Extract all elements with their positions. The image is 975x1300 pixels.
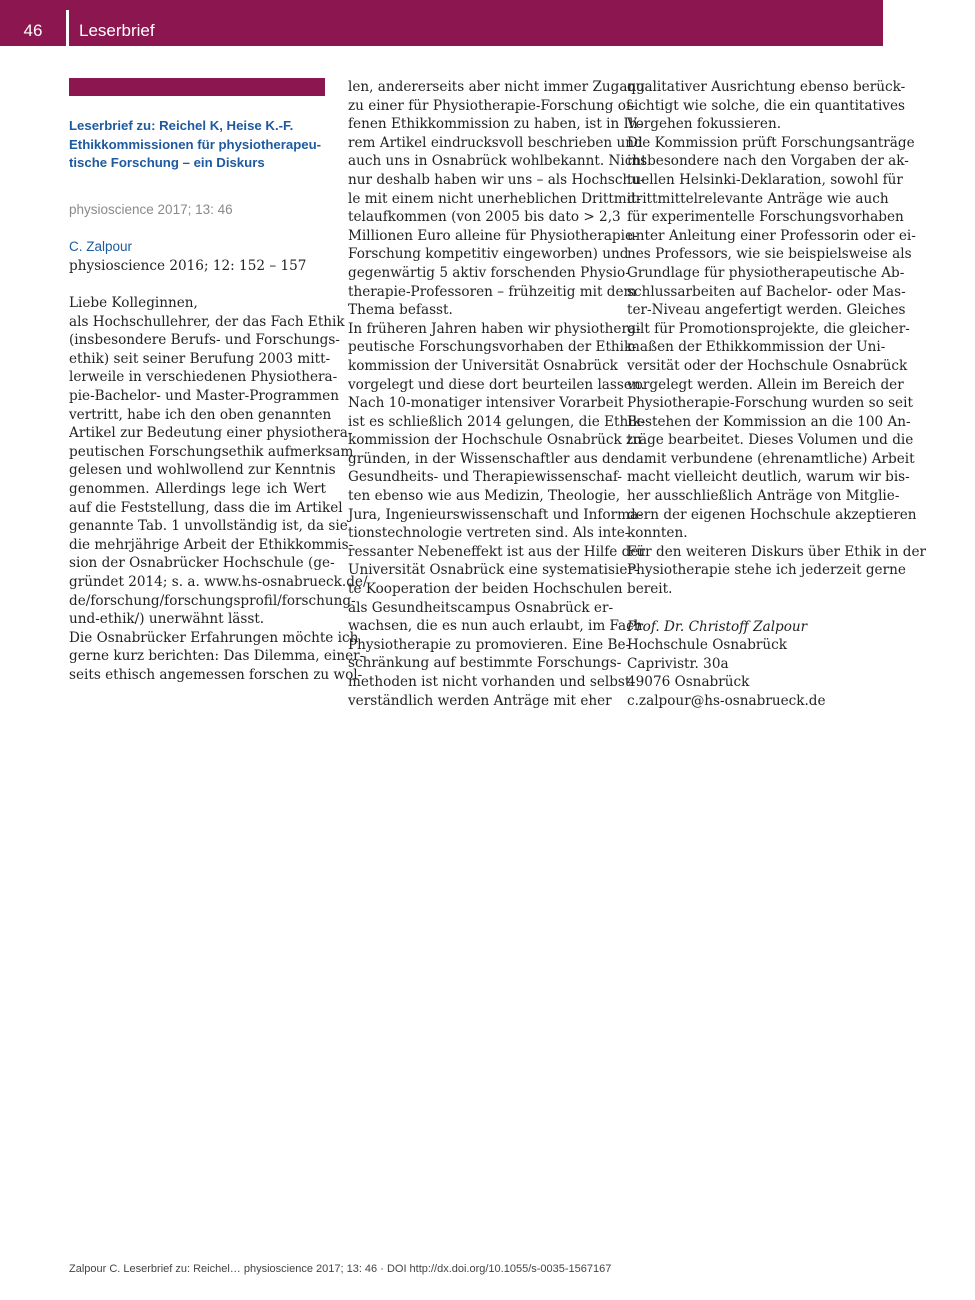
- text-line: In früheren Jahren haben wir physiothera-: [348, 320, 641, 337]
- signature-street: Caprivistr. 30a: [627, 655, 729, 672]
- text-line: gerne kurz berichten: Das Dilemma, einer-: [69, 648, 365, 665]
- text-line: vorgelegt und diese dort beurteilen lassen.: [348, 376, 645, 393]
- signature-city: 49076 Osnabrück: [627, 674, 750, 691]
- text-line: drittmittelrelevante Anträge wie auch: [627, 190, 889, 207]
- page-number: 46: [23, 21, 43, 40]
- text-line: sion der Osnabrücker Hochschule (ge-: [69, 555, 335, 572]
- text-line: (insbesondere Berufs- und Forschungs-: [69, 332, 340, 349]
- text-line: de/forschung/forschungsprofil/forschung-: [69, 592, 356, 609]
- original-citation: physioscience 2016; 12: 152 – 157: [69, 257, 307, 274]
- text-line: sichtigt wie solche, die ein quantitatives: [627, 97, 905, 114]
- text-line: rem Artikel eindrucksvoll beschrieben und: [348, 134, 643, 151]
- text-line: Forschung kompetitiv eingeworben) und: [348, 246, 629, 263]
- text-line: kommission der Universität Osnabrück: [348, 357, 618, 374]
- text-line: vorgelegt werden. Allein im Bereich der: [627, 376, 904, 393]
- paragraph: [627, 78, 906, 134]
- text-line: insbesondere nach den Vorgaben der ak-: [627, 153, 909, 170]
- text-line: auf die Feststellung, dass die im Artikel: [69, 499, 343, 516]
- text-line: gegenwärtig 5 aktiv forschenden Physio-: [348, 264, 630, 281]
- text-line: qualitativer Ausrichtung ebenso berück-: [627, 79, 906, 95]
- text-line: Gesundheits- und Therapiewissenschaf-: [348, 469, 623, 486]
- paragraph: [348, 78, 647, 320]
- text-line: nur deshalb haben wir uns – als Hochschu-: [348, 171, 645, 188]
- text-line: tionstechnologie vertreten sind. Als inte-: [348, 525, 630, 542]
- text-line: genommen. Allerdings lege ich Wert: [69, 481, 326, 498]
- text-line: len, andererseits aber nicht immer Zugang: [348, 79, 645, 95]
- text-line: Jura, Ingenieurswissenschaft und Informa-: [348, 506, 643, 523]
- text-line: tuellen Helsinki-Deklaration, sowohl für: [627, 171, 903, 188]
- text-line: verständlich werden Anträge mit eher: [348, 692, 612, 709]
- text-line: maßen der Ethikkommission der Uni-: [627, 339, 886, 356]
- text-line: Physiotherapie-Forschung wurden so seit: [627, 395, 913, 412]
- accent-bar: [69, 78, 325, 96]
- text-line: Vorgehen fokussieren.: [627, 116, 782, 133]
- text-line: Artikel zur Bedeutung einer physiothera-: [69, 425, 353, 442]
- signature-block: [627, 618, 884, 711]
- section-title: Leserbrief: [79, 21, 155, 40]
- text-line: genannte Tab. 1 unvollständig ist, da sie: [69, 518, 348, 535]
- signature-email: c.zalpour@hs-osnabrueck.de: [627, 693, 826, 709]
- signature-name: Prof. Dr. Christoff Zalpour: [627, 618, 808, 635]
- text-line: ethik) seit seiner Berufung 2003 mitt-: [69, 350, 331, 367]
- text-line: als Gesundheitscampus Osnabrück er-: [348, 599, 614, 616]
- text-line: Physiotherapie zu promovieren. Eine Be-: [348, 636, 631, 653]
- text-line: gründet 2014; s. a. www.hs-osnabrueck.de/: [69, 574, 368, 591]
- column-1: [69, 78, 368, 685]
- text-line: wachsen, die es nun auch erlaubt, im Fach: [348, 618, 643, 635]
- text-line: peutischen Forschungsethik aufmerksam: [69, 443, 354, 460]
- text-line: unter Anleitung einer Professorin oder ei-: [627, 227, 916, 244]
- signature-institution: Hochschule Osnabrück: [627, 637, 788, 654]
- text-line: ressanter Nebeneffekt ist aus der Hilfe der: [348, 543, 645, 560]
- text-line: Physiotherapie stehe ich jederzeit gerne: [627, 562, 906, 579]
- text-line: schränkung auf bestimmte Forschungs-: [348, 655, 622, 672]
- text-line: versität oder der Hochschule Osnabrück: [627, 357, 908, 374]
- text-line: telaufkommen (von 2005 bis dato > 2,3: [348, 209, 621, 226]
- text-line: lerweile in verschiedenen Physiothera-: [69, 369, 338, 386]
- text-line: bereit.: [627, 581, 673, 598]
- text-line: Grundlage für physiotherapeutische Ab-: [627, 264, 905, 281]
- text-line: seits ethisch angemessen forschen zu wol-: [69, 666, 363, 683]
- paragraph: [69, 313, 368, 629]
- text-line: schlussarbeiten auf Bachelor- oder Mas-: [627, 283, 906, 300]
- text-line: fenen Ethikkommission zu haben, ist in Ih-: [348, 116, 643, 133]
- text-line: dern der eigenen Hochschule akzeptieren: [627, 506, 917, 523]
- text-line: Millionen Euro alleine für Physiotherapie-: [348, 227, 638, 244]
- journal-reference: physioscience 2017; 13: 46: [69, 202, 233, 218]
- text-line: und-ethik/) unerwähnt lässt.: [69, 611, 265, 628]
- text-line: für experimentelle Forschungsvorhaben: [627, 209, 904, 226]
- paragraph: [69, 629, 365, 685]
- text-line: le mit einem nicht unerheblichen Drittmit-: [348, 190, 642, 207]
- paragraph: [348, 320, 646, 710]
- referenced-article-title: [69, 117, 326, 173]
- text-line: Nach 10-monatiger intensiver Vorarbeit: [348, 395, 624, 412]
- author-name: C. Zalpour: [69, 238, 133, 254]
- text-line: gilt für Promotionsprojekte, die gleicher-: [627, 320, 910, 337]
- text-line: vertritt, habe ich den oben genannten: [69, 406, 332, 423]
- text-line: zu einer für Physiotherapie-Forschung of-: [348, 97, 636, 114]
- text-line: gründen, in der Wissenschaftler aus den: [348, 450, 628, 467]
- text-line: als Hochschullehrer, der das Fach Ethik: [69, 313, 345, 330]
- text-line: macht vielleicht deutlich, warum wir bis-: [627, 469, 910, 486]
- paragraph: [627, 134, 917, 543]
- text-line: auch uns in Osnabrück wohlbekannt. Nicht: [348, 153, 647, 170]
- text-line: Die Kommission prüft Forschungsanträge: [627, 134, 915, 151]
- text-line: damit verbundene (ehrenamtliche) Arbeit: [627, 450, 915, 467]
- text-line: träge bearbeitet. Dieses Volumen und die: [627, 432, 914, 449]
- text-line: die mehrjährige Arbeit der Ethikkommis-: [69, 536, 354, 553]
- column-2: [348, 78, 647, 710]
- text-line: Bestehen der Kommission an die 100 An-: [627, 413, 911, 430]
- text-line: therapie-Professoren – frühzeitig mit dem: [348, 283, 637, 300]
- text-line: Universität Osnabrück eine systematisier-: [348, 562, 639, 579]
- text-line: Die Osnabrücker Erfahrungen möchte ich: [69, 629, 359, 646]
- page-header: [0, 0, 883, 46]
- text-line: ten ebenso wie aus Medizin, Theologie,: [348, 488, 621, 505]
- text-line: methoden ist nicht vorhanden und selbst-: [348, 674, 635, 690]
- text-line: konnten.: [627, 525, 688, 542]
- text-line: pie-Bachelor- und Master-Programmen: [69, 388, 339, 405]
- text-line: kommission der Hochschule Osnabrück zu: [348, 432, 642, 449]
- title-line: tische Forschung – ein Diskurs: [69, 155, 265, 171]
- text-line: ter-Niveau angefertigt werden. Gleiches: [627, 302, 906, 319]
- greeting: Liebe Kolleginnen,: [69, 295, 198, 312]
- title-line: Ethikkommissionen für physiotherapeu-: [69, 136, 322, 152]
- text-line: Thema befasst.: [348, 302, 453, 319]
- text-line: gelesen und wohlwollend zur Kenntnis: [69, 462, 336, 479]
- text-line: ist es schließlich 2014 gelungen, die Ethik-: [348, 413, 646, 430]
- text-line: Für den weiteren Diskurs über Ethik in der: [627, 543, 927, 560]
- header-divider: [66, 10, 69, 46]
- text-line: peutische Forschungsvorhaben der Ethik-: [348, 339, 637, 356]
- title-line: Leserbrief zu: Reichel K, Heise K.-F.: [69, 118, 294, 133]
- text-line: nes Professors, wie sie beispielsweise als: [627, 246, 912, 263]
- column-3: [627, 78, 927, 711]
- paragraph: [627, 543, 927, 599]
- page-footer: Zalpour C. Leserbrief zu: Reichel… physioscience 2017; 13: 46 · DOI http://dx.doi.org/10.1055/s-0035-1567167: [69, 1263, 612, 1275]
- text-line: te Kooperation der beiden Hochschulen: [348, 581, 623, 598]
- text-line: her ausschließlich Anträge von Mitglie-: [627, 488, 900, 505]
